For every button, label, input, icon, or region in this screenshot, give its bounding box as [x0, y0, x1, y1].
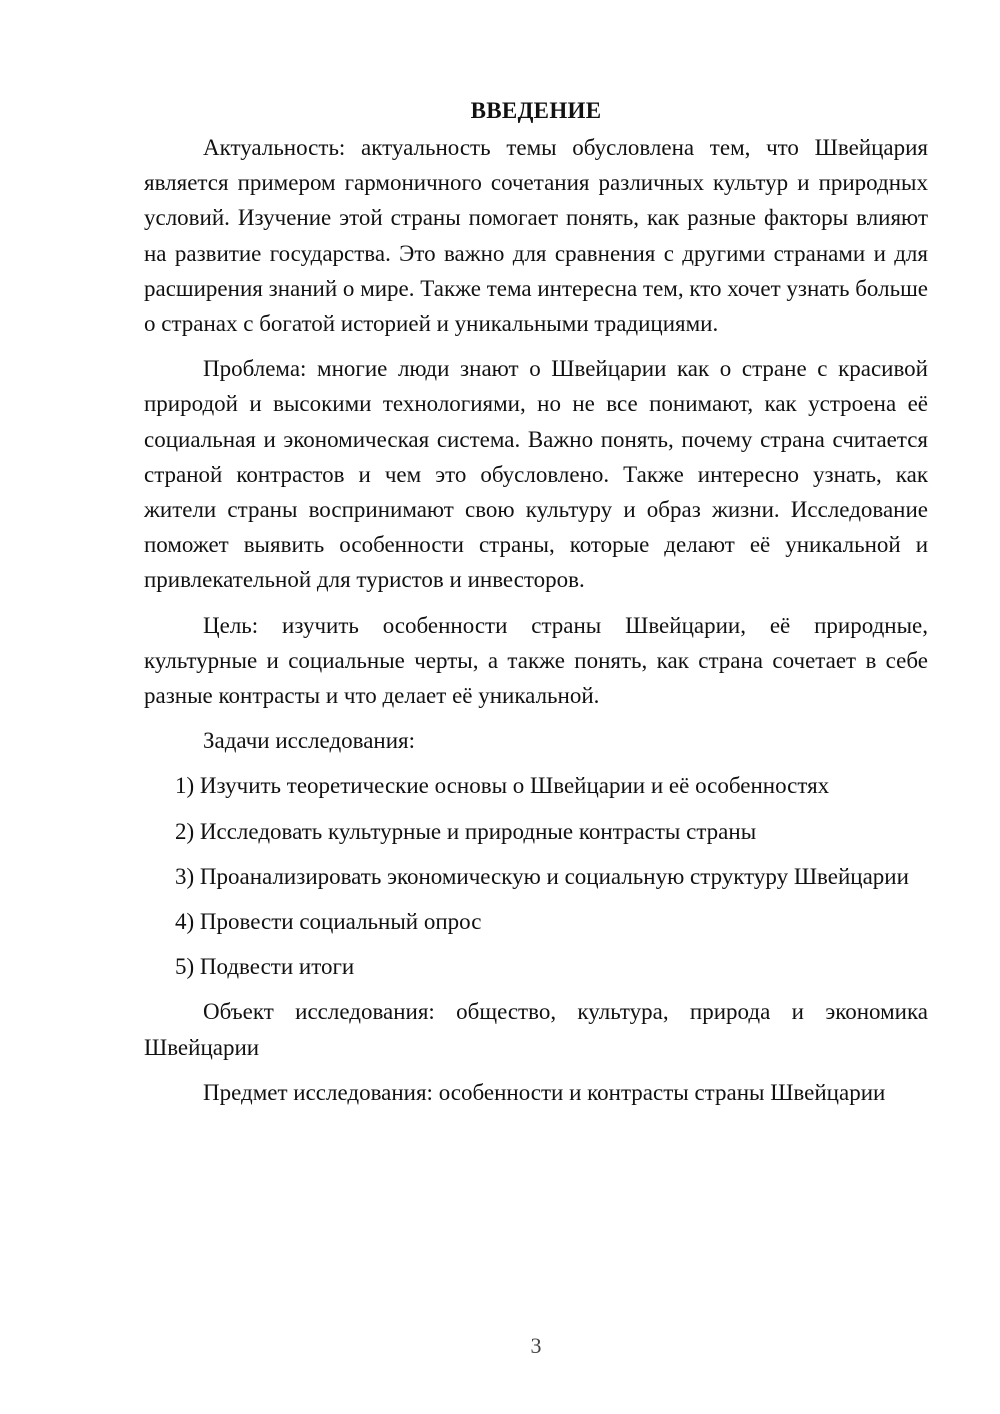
tasks-title: Задачи исследования: [203, 728, 416, 754]
problem-paragraph: Проблема: многие люди знают о Швейцарии как о стране с красивой природой и высокими технологиями, но не все понимают, как устроена её социальная и экономическая система. Важно понять, почему страна считается страной контрастов и чем это обусловлено. Также интересно узнать, как жители страны воспринимают свою культуру и образ жизни. Исследование поможет выявить особенности страны, которые делают её уникальной и привлекательной для туристов и инвесторов. [144, 356, 928, 593]
research-object-paragraph: Объект исследования: общество, культура, природа и экономика Швейцарии [144, 999, 928, 1060]
page-number: 3 [530, 1333, 542, 1358]
task-item-2: 2) Исследовать культурные и природные контрасты страны [175, 818, 757, 844]
relevance-paragraph: Актуальность: актуальность темы обусловлена тем, что Швейцария является примером гармоничного сочетания различных культур и природных условий. Изучение этой страны помогает понять, как разные факторы влияют на развитие государства. Это важно для сравнения с другими странами и для расширения знаний о мире. Также тема интересна тем, кто хочет узнать больше о странах с богатой историей и уникальными традициями. [144, 135, 928, 337]
task-item-3: 3) Проанализировать экономическую и социальную структуру Швейцарии [175, 863, 909, 889]
research-subject-paragraph: Предмет исследования: особенности и контрасты страны Швейцарии [203, 1079, 886, 1105]
page-content [144, 96, 928, 1120]
task-item-1: 1) Изучить теоретические основы о Швейцарии и её особенностях [175, 773, 830, 799]
task-item-4: 4) Провести социальный опрос [175, 909, 482, 935]
task-item-5: 5) Подвести итоги [175, 954, 355, 980]
section-heading: ВВЕДЕНИЕ [470, 98, 602, 123]
goal-paragraph: Цель: изучить особенности страны Швейцарии, её природные, культурные и социальные черты, а также понять, как страна сочетает в себе разные контрасты и что делает её уникальной. [144, 612, 928, 709]
